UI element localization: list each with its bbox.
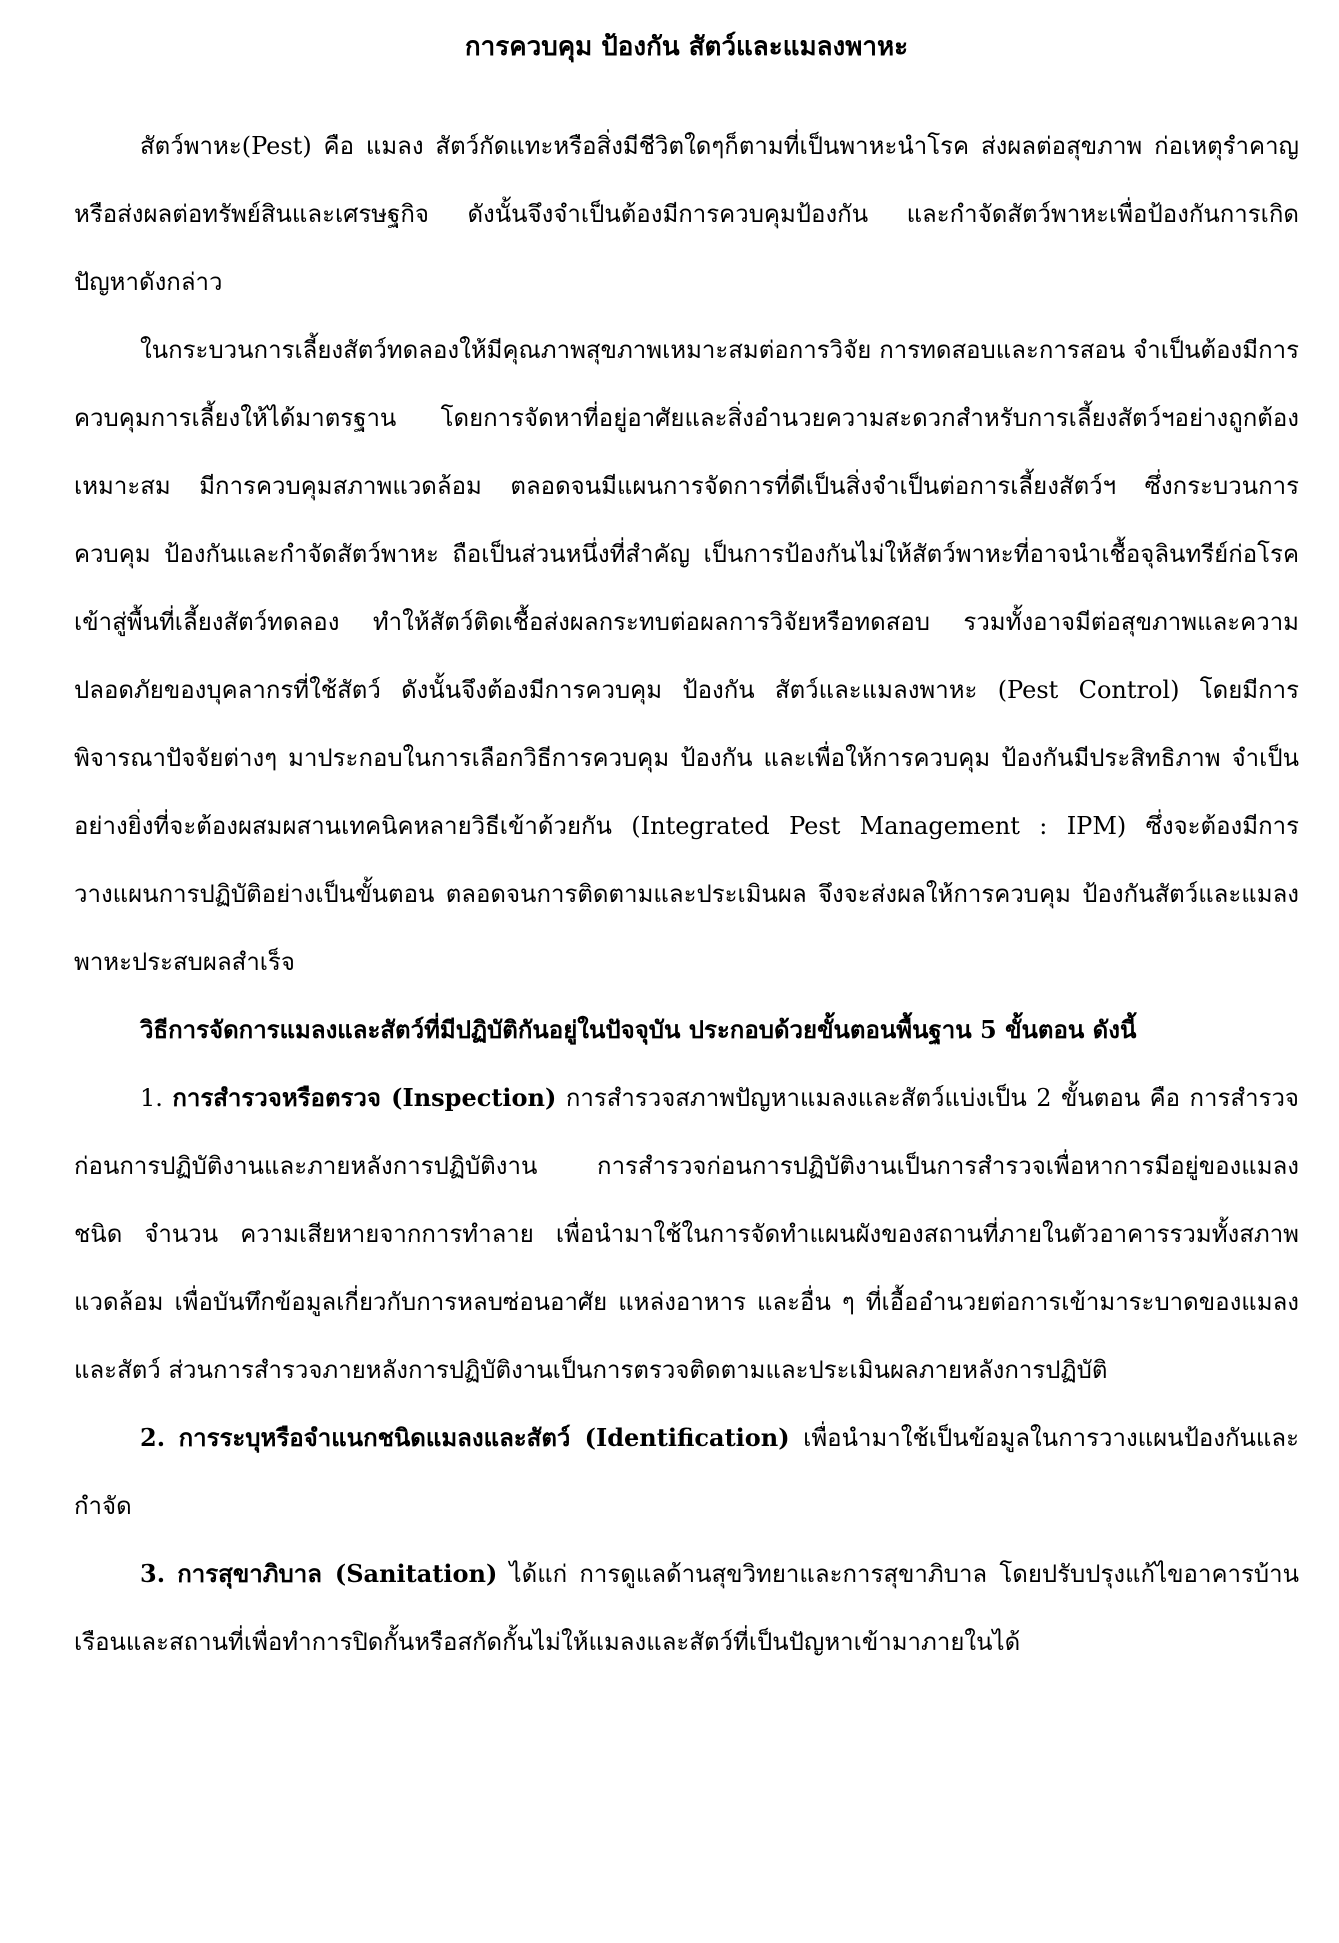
step-text: เพื่อนำมาใช้เป็นข้อมูลในการวางแผนป้องกันและกำจัด <box>74 1424 1299 1520</box>
step-text: ได้แก่ การดูแลด้านสุขวิทยาและการสุขาภิบาล โดยปรับปรุงแก้ไขอาคารบ้านเรือนและสถานที่เพื่อทำการปิดกั้นหรือสกัดกั้นไม่ให้แมลงและสัตว์ที่เป็นปัญหาเข้ามาภายในได้ <box>74 1560 1299 1656</box>
step-number: 1. <box>140 1084 163 1112</box>
document-title: การควบคุม ป้องกัน สัตว์และแมลงพาหะ <box>464 32 909 62</box>
steps-heading: วิธีการจัดการแมลงและสัตว์ที่มีปฏิบัติกันอยู่ในปัจจุบัน ประกอบด้วยขั้นตอนพื้นฐาน 5 ขั้นตอน ดังนี้ <box>140 1015 1137 1044</box>
step-number: 3. <box>140 1559 166 1588</box>
step-item-sanitation <box>74 1540 1299 1676</box>
step-number: 2. <box>140 1423 166 1452</box>
step-text: การสำรวจสภาพปัญหาแมลงและสัตว์แบ่งเป็น 2 ขั้นตอน คือ การสำรวจก่อนการปฏิบัติงานและภายหลังการปฏิบัติงาน การสำรวจก่อนการปฏิบัติงานเป็นการสำรวจเพื่อหาการมีอยู่ของแมลง ชนิด จำนวน ความเสียหายจากการทำลาย เพื่อนำมาใช้ในการจัดทำแผนผังของสถานที่ภายในตัวอาคารรวมทั้งสภาพแวดล้อม เพื่อบันทึกข้อมูลเกี่ยวกับการหลบซ่อนอาศัย แหล่งอาหาร และอื่น ๆ ที่เอื้ออำนวยต่อการเข้ามาระบาดของแมลงและสัตว์ ส่วนการสำรวจภายหลังการปฏิบัติงานเป็นการตรวจติดตามและประเมินผลภายหลังการปฏิบัติ <box>74 1084 1299 1384</box>
step-term: การสุขาภิบาล (Sanitation) <box>177 1559 498 1588</box>
paragraph-lab-animal-pest-control: ในกระบวนการเลี้ยงสัตว์ทดลองให้มีคุณภาพสุขภาพเหมาะสมต่อการวิจัย การทดสอบและการสอน จำเป็นต้องมีการควบคุมการเลี้ยงให้ได้มาตรฐาน โดยการจัดหาที่อยู่อาศัยและสิ่งอำนวยความสะดวกสำหรับการเลี้ยงสัตว์ฯอย่างถูกต้องเหมาะสม มีการควบคุมสภาพแวดล้อม ตลอดจนมีแผนการจัดการที่ดีเป็นสิ่งจำเป็นต่อการเลี้ยงสัตว์ฯ ซึ่งกระบวนการควบคุม ป้องกันและกำจัดสัตว์พาหะ ถือเป็นส่วนหนึ่งที่สำคัญ เป็นการป้องกันไม่ให้สัตว์พาหะที่อาจนำเชื้อจุลินทรีย์ก่อโรค เข้าสู่พื้นที่เลี้ยงสัตว์ทดลอง ทำให้สัตว์ติดเชื้อส่งผลกระทบต่อผลการวิจัยหรือทดสอบ รวมทั้งอาจมีต่อสุขภาพและความปลอดภัยของบุคลากรที่ใช้สัตว์ ดังนั้นจึงต้องมีการควบคุม ป้องกัน สัตว์และแมลงพาหะ (Pest Control) โดยมีการพิจารณาปัจจัยต่างๆ มาประกอบในการเลือกวิธีการควบคุม ป้องกัน และเพื่อให้การควบคุม ป้องกันมีประสิทธิภาพ จำเป็นอย่างยิ่งที่จะต้องผสมผสานเทคนิคหลายวิธีเข้าด้วยกัน (Integrated Pest Management : IPM) ซึ่งจะต้องมีการวางแผนการปฏิบัติอย่างเป็นขั้นตอน ตลอดจนการติดตามและประเมินผล จึงจะส่งผลให้การควบคุม ป้องกันสัตว์และแมลงพาหะประสบผลสำเร็จ <box>74 336 1299 976</box>
paragraph-pest-definition: สัตว์พาหะ(Pest) คือ แมลง สัตว์กัดแทะหรือสิ่งมีชีวิตใดๆก็ตามที่เป็นพาหะนำโรค ส่งผลต่อสุขภาพ ก่อเหตุรำคาญ หรือส่งผลต่อทรัพย์สินและเศรษฐกิจ ดังนั้นจึงจำเป็นต้องมีการควบคุมป้องกัน และกำจัดสัตว์พาหะเพื่อป้องกันการเกิดปัญหาดังกล่าว <box>74 132 1299 296</box>
step-term: การสำรวจหรือตรวจ (Inspection) <box>172 1083 557 1112</box>
step-item-identification <box>74 1404 1299 1540</box>
step-item-inspection <box>74 1064 1299 1404</box>
step-term: การระบุหรือจำแนกชนิดแมลงและสัตว์ (Identification) <box>178 1423 790 1452</box>
